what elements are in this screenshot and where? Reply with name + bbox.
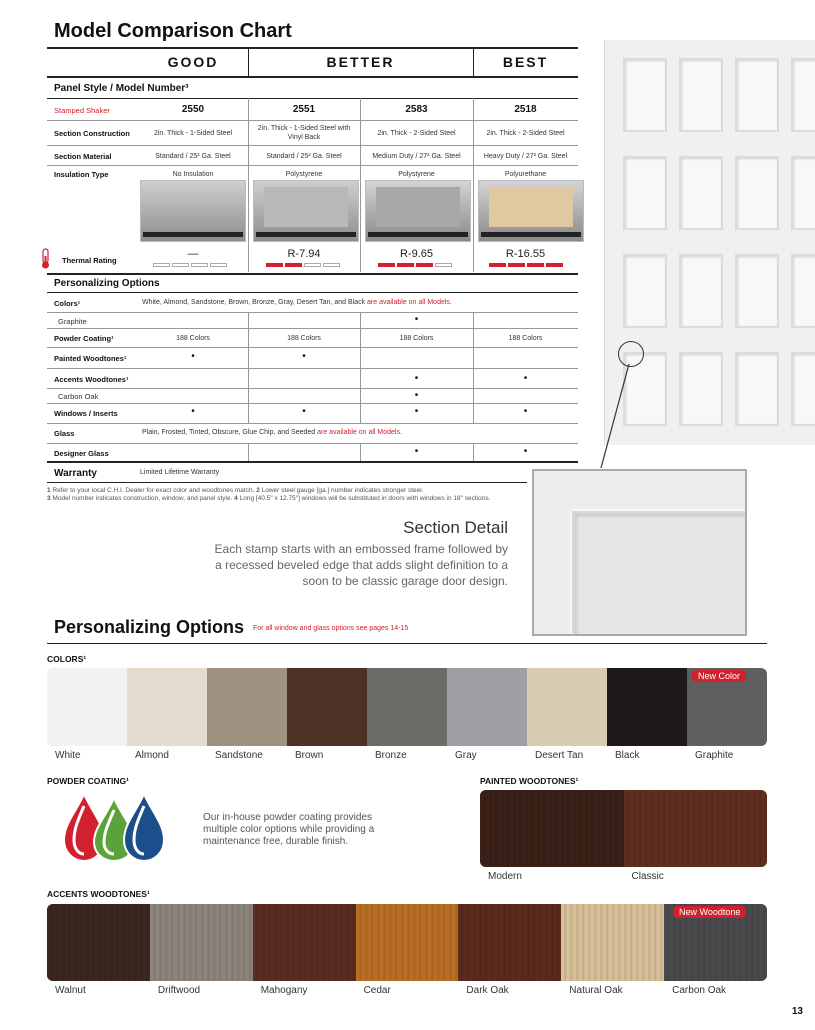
tier-divider xyxy=(473,47,474,76)
row-label-carbon-oak: Carbon Oak xyxy=(58,392,99,401)
thermal-value: R-7.94 xyxy=(287,248,321,260)
cell-accents: • xyxy=(414,373,419,384)
panel-style-header: Panel Style / Model Number³ xyxy=(54,83,189,94)
rule xyxy=(47,98,578,99)
cell-designer: • xyxy=(414,446,419,457)
tier-best: BEST xyxy=(502,54,549,70)
cell-powder: 188 Colors xyxy=(399,335,434,342)
page-number: 13 xyxy=(791,1006,803,1017)
cell-carbon: • xyxy=(414,390,419,401)
accents-woodtones-label: ACCENTS WOODTONES¹ xyxy=(47,889,150,899)
rule xyxy=(47,643,767,644)
swatch-label: Desert Tan xyxy=(535,750,584,761)
row-label-accents-woodtones: Accents Woodtones¹ xyxy=(54,375,129,384)
door-panel xyxy=(623,58,667,132)
cell-designer: • xyxy=(523,446,528,457)
thermal-bars xyxy=(266,263,340,267)
garage-door-photo xyxy=(604,40,815,445)
row-label-section-construction: Section Construction xyxy=(54,129,130,138)
cell-windows: • xyxy=(302,406,306,417)
door-section-image-2550 xyxy=(140,180,246,242)
cell-windows: • xyxy=(414,406,419,417)
thermal-bar-segment xyxy=(416,263,433,267)
new-color-badge: New Color xyxy=(692,670,746,682)
cell-insulation: No Insulation xyxy=(172,171,214,178)
swatch-label: Bronze xyxy=(375,750,407,761)
cell-windows: • xyxy=(191,406,195,417)
swatch-almond xyxy=(127,668,207,746)
col-divider xyxy=(248,443,249,461)
powder-coating-label: POWDER COATING¹ xyxy=(47,776,130,786)
painted-swatch-row xyxy=(480,790,767,867)
swatch-sandstone xyxy=(207,668,287,746)
cell-construction: 2in. Thick - 1-Sided Steel xyxy=(153,130,233,137)
swatch-label: Natural Oak xyxy=(569,985,623,996)
section-detail-photo xyxy=(532,469,747,636)
powder-drops-icon xyxy=(62,792,172,864)
rule xyxy=(47,403,578,404)
rule xyxy=(47,328,578,329)
swatch-label: Carbon Oak xyxy=(672,985,727,996)
door-panel xyxy=(735,58,779,132)
model-number: 2583 xyxy=(405,104,428,115)
thermometer-icon xyxy=(40,248,52,270)
tier-divider xyxy=(248,47,249,76)
rule xyxy=(47,312,578,313)
swatch-driftwood xyxy=(150,904,253,981)
cell-powder: 188 Colors xyxy=(287,335,321,342)
col-divider xyxy=(473,98,474,272)
thermal-bar-segment xyxy=(397,263,414,267)
powder-coating-text: Our in-house powder coating provides multiple color options while providing a maintenance free, durable finish. xyxy=(203,812,375,847)
glass-availability: Plain, Frosted, Tinted, Obscure, Glue Chip, and Seeded are available on all Models. xyxy=(142,429,402,436)
thermal-bar-segment xyxy=(508,263,525,267)
row-label-windows: Windows / Inserts xyxy=(54,409,118,418)
cell-material: Medium Duty / 27² Ga. Steel xyxy=(372,153,461,160)
swatch-label: Modern xyxy=(488,871,522,882)
door-panel xyxy=(679,254,723,328)
swatch-label: Gray xyxy=(455,750,477,761)
row-label-glass: Glass xyxy=(54,429,75,438)
rule xyxy=(47,292,578,293)
thermal-value: R-9.65 xyxy=(399,248,434,260)
thermal-bar-segment xyxy=(191,263,208,267)
door-panel xyxy=(623,156,667,230)
cell-material: Standard / 25² Ga. Steel xyxy=(266,153,342,160)
swatch-label: Black xyxy=(615,750,640,761)
swatch-white xyxy=(47,668,127,746)
thermal-bar-segment xyxy=(323,263,340,267)
thermal-bar-segment xyxy=(435,263,452,267)
table-top-rule xyxy=(47,47,578,49)
thermal-bar-segment xyxy=(172,263,189,267)
door-panel xyxy=(735,156,779,230)
swatch-brown xyxy=(287,668,367,746)
swatch-label: Driftwood xyxy=(157,985,201,996)
rule xyxy=(47,347,578,348)
swatch-label: Classic xyxy=(631,871,664,882)
cell-painted: • xyxy=(302,351,306,362)
model-number: 2550 xyxy=(181,104,205,115)
tier-better: BETTER xyxy=(326,54,395,70)
thermal-value: R-16.55 xyxy=(505,248,546,260)
thermal-bar-segment xyxy=(266,263,283,267)
model-number: 2551 xyxy=(292,104,316,115)
swatch-label: Mahogany xyxy=(260,985,308,996)
cell-powder: 188 Colors xyxy=(508,335,543,342)
door-section-image-2551 xyxy=(253,180,359,242)
model-number: 2518 xyxy=(514,104,537,115)
swatch-natural-oak xyxy=(561,904,664,981)
row-label-designer-glass: Designer Glass xyxy=(54,449,109,458)
personalizing-options-title: Personalizing Options xyxy=(54,617,245,637)
rule xyxy=(47,443,578,444)
style-label: Stamped Shaker xyxy=(54,106,110,115)
thermal-bar-segment xyxy=(546,263,563,267)
door-panel xyxy=(735,254,779,328)
thermal-bar-segment xyxy=(527,263,544,267)
swatch-label: Walnut xyxy=(55,985,86,996)
swatch-cedar xyxy=(356,904,459,981)
rule xyxy=(47,423,578,424)
cell-accents: • xyxy=(523,373,528,384)
row-label-insulation: Insulation Type xyxy=(54,170,109,179)
door-section-image-2518 xyxy=(478,180,584,242)
swatch-label: White xyxy=(55,750,81,761)
swatch-gray xyxy=(447,668,527,746)
thermal-bar-segment xyxy=(285,263,302,267)
swatch-black xyxy=(607,668,687,746)
rule xyxy=(47,368,578,369)
thermal-bars xyxy=(489,263,563,267)
thermal-bars xyxy=(378,263,452,267)
painted-woodtones-label: PAINTED WOODTONES¹ xyxy=(480,776,579,786)
cell-insulation: Polystyrene xyxy=(398,171,435,178)
swatch-label: Dark Oak xyxy=(466,985,509,996)
row-label-painted-woodtones: Painted Woodtones¹ xyxy=(54,354,127,363)
accents-swatch-row xyxy=(47,904,767,981)
rule xyxy=(47,120,578,121)
door-panel xyxy=(679,352,723,426)
thermal-bar-segment xyxy=(304,263,321,267)
thermal-bars xyxy=(153,263,227,267)
callout-line xyxy=(595,362,635,472)
section-detail-text: Each stamp starts with an embossed frame followed by a recessed beveled edge that adds slight definition to a soon to be classic garage door design. xyxy=(214,542,508,588)
cell-powder: 188 Colors xyxy=(176,335,210,342)
cell-painted: • xyxy=(191,351,195,362)
rule xyxy=(47,273,578,275)
door-panel xyxy=(791,156,815,230)
door-panel xyxy=(679,156,723,230)
swatch-bronze xyxy=(367,668,447,746)
swatch-label: Graphite xyxy=(695,750,734,761)
tier-rule xyxy=(47,76,578,78)
swatch-mahogany xyxy=(253,904,356,981)
new-woodtone-badge: New Woodtone xyxy=(673,906,746,918)
tier-good: GOOD xyxy=(167,54,219,70)
rule xyxy=(47,461,578,463)
door-panel xyxy=(791,254,815,328)
swatch-label: Cedar xyxy=(363,985,391,996)
rule xyxy=(47,482,527,483)
swatch-desert-tan xyxy=(527,668,607,746)
swatch-dark-oak xyxy=(458,904,561,981)
footnotes: 1 Refer to your local C.H.I. Dealer for exact color and woodtones match. 2 Lower steel gauge [ga.] number indicates stronger steel. 3 Model number indicates construction, window, and panel style. 4 Long [40.5" x 12.75"] windows will be substituted in doors with windows in 18" sections. xyxy=(47,487,491,502)
thermal-rating-label: Thermal Rating xyxy=(62,256,117,265)
door-panel xyxy=(791,352,815,426)
swatch-label: Brown xyxy=(295,750,324,761)
thermal-value: — xyxy=(187,248,199,260)
thermal-bar-segment xyxy=(489,263,506,267)
swatch-label: Sandstone xyxy=(215,750,263,761)
colors-availability: White, Almond, Sandstone, Brown, Bronze, Gray, Desert Tan, and Black are available on all Models. xyxy=(142,299,452,306)
row-label-colors: Colors¹ xyxy=(54,299,81,308)
row-label-graphite: Graphite xyxy=(58,317,87,326)
row-label-section-material: Section Material xyxy=(54,152,112,161)
cell-construction: 2in. Thick - 2-Sided Steel xyxy=(377,130,456,137)
door-panel xyxy=(623,254,667,328)
cell-construction: 2in. Thick - 2-Sided Steel xyxy=(486,130,565,137)
rule xyxy=(47,145,578,146)
cell-construction: 2in. Thick - 1-Sided Steel with Vinyl Back xyxy=(257,125,351,141)
col-divider xyxy=(248,98,249,272)
colors-swatch-row xyxy=(47,668,767,746)
cell-material: Heavy Duty / 27² Ga. Steel xyxy=(483,153,568,160)
cell-insulation: Polystyrene xyxy=(285,171,323,178)
page-title: Model Comparison Chart xyxy=(54,20,292,42)
section-detail-title: Section Detail xyxy=(403,518,508,537)
cell-graphite: • xyxy=(414,314,419,325)
thermal-bar-segment xyxy=(378,263,395,267)
warranty-text: Limited Lifetime Warranty xyxy=(140,469,220,476)
door-panel xyxy=(735,352,779,426)
swatch-label: Almond xyxy=(135,750,169,761)
thermal-bar-segment xyxy=(210,263,227,267)
rule xyxy=(47,388,578,389)
swatch-classic xyxy=(624,790,768,867)
cell-insulation: Polyurethane xyxy=(504,171,547,178)
cell-material: Standard / 25² Ga. Steel xyxy=(155,153,231,160)
colors-label: COLORS¹ xyxy=(47,654,87,664)
row-label-powder-coating: Powder Coating¹ xyxy=(54,334,114,343)
rule xyxy=(47,165,578,166)
swatch-modern xyxy=(480,790,624,867)
door-panel xyxy=(791,58,815,132)
col-divider xyxy=(360,98,361,272)
door-panel xyxy=(679,58,723,132)
thermal-bar-segment xyxy=(153,263,170,267)
swatch-walnut xyxy=(47,904,150,981)
cell-windows: • xyxy=(523,406,528,417)
personalizing-options-note: For all window and glass options see pages 14-15 xyxy=(253,625,409,632)
warranty-label: Warranty xyxy=(54,468,97,479)
personalizing-header: Personalizing Options xyxy=(54,278,160,289)
door-section-image-2583 xyxy=(365,180,471,242)
